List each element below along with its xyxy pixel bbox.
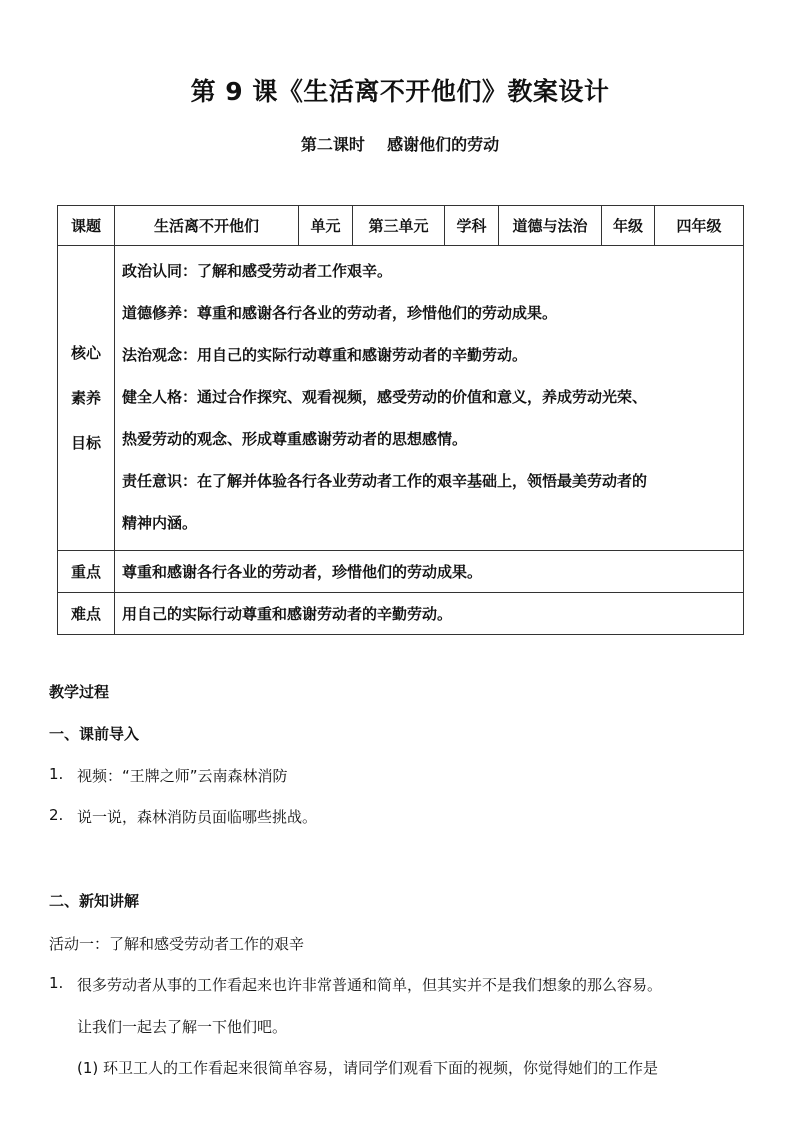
activity-title: 活动一：了解和感受劳动者工作的艰辛 xyxy=(49,935,305,953)
section1-title: 一、课前导入 xyxy=(49,725,140,743)
header-cell: 道德与法治 xyxy=(499,206,602,246)
core-goals-list xyxy=(115,246,744,551)
core-label-line: 素养 xyxy=(70,388,101,407)
section2-subitem-text: (1) 环卫工人的工作看起来很简单容易，请同学们观看下面的视频，你觉得她们的工作是 xyxy=(77,1059,659,1077)
core-goal-line: 道德修养：尊重和感谢各行各业的劳动者，珍惜他们的劳动成果。 xyxy=(122,304,558,322)
page-subtitle: 第二课时 感谢他们的劳动 xyxy=(300,135,500,154)
header-cell: 单元 xyxy=(299,206,353,246)
core-goals-row xyxy=(58,246,744,551)
table-header-row xyxy=(58,206,744,246)
key-point-text: 尊重和感谢各行各业的劳动者，珍惜他们的劳动成果。 xyxy=(115,551,744,593)
page-title: 第 9 课《生活离不开他们》教案设计 xyxy=(190,77,610,106)
header-cell: 课题 xyxy=(58,206,115,246)
section1-item-text: 视频：“王牌之师”云南森林消防 xyxy=(77,767,288,785)
core-goal-line: 责任意识：在了解并体验各行各业劳动者工作的艰辛基础上，领悟最美劳动者的 xyxy=(122,472,648,490)
header-cell: 四年级 xyxy=(655,206,744,246)
section1-item-number: 2. xyxy=(49,806,64,824)
lesson-info-table xyxy=(57,205,744,635)
key-point-label: 重点 xyxy=(58,551,115,593)
core-goal-line: 法治观念：用自己的实际行动尊重和感谢劳动者的辛勤劳动。 xyxy=(122,346,528,364)
difficulty-label: 难点 xyxy=(58,593,115,635)
core-label-line: 核心 xyxy=(70,343,101,362)
section2-title: 二、新知讲解 xyxy=(49,892,140,910)
section1-item-text: 说一说，森林消防员面临哪些挑战。 xyxy=(77,808,318,826)
core-goal-line: 热爱劳动的观念、形成尊重感谢劳动者的思想感情。 xyxy=(122,430,468,448)
difficulty-row xyxy=(58,593,744,635)
header-cell: 年级 xyxy=(602,206,655,246)
difficulty-text: 用自己的实际行动尊重和感谢劳动者的辛勤劳动。 xyxy=(115,593,744,635)
section1-item-number: 1. xyxy=(49,765,64,783)
header-cell: 学科 xyxy=(445,206,499,246)
process-heading: 教学过程 xyxy=(49,683,110,701)
core-goal-line: 健全人格：通过合作探究、观看视频，感受劳动的价值和意义，养成劳动光荣、 xyxy=(122,388,648,406)
section2-item-text: 很多劳动者从事的工作看起来也许非常普通和简单，但其实并不是我们想象的那么容易。 xyxy=(77,976,663,994)
core-goals-label xyxy=(58,246,115,551)
core-goal-line: 精神内涵。 xyxy=(122,514,198,532)
section2-item-number: 1. xyxy=(49,974,64,992)
key-point-row xyxy=(58,551,744,593)
header-cell: 第三单元 xyxy=(353,206,445,246)
section2-item-text-cont: 让我们一起去了解一下他们吧。 xyxy=(77,1018,288,1036)
header-cell: 生活离不开他们 xyxy=(115,206,299,246)
core-label-line: 目标 xyxy=(70,433,101,452)
core-goal-line: 政治认同：了解和感受劳动者工作艰辛。 xyxy=(122,262,393,280)
